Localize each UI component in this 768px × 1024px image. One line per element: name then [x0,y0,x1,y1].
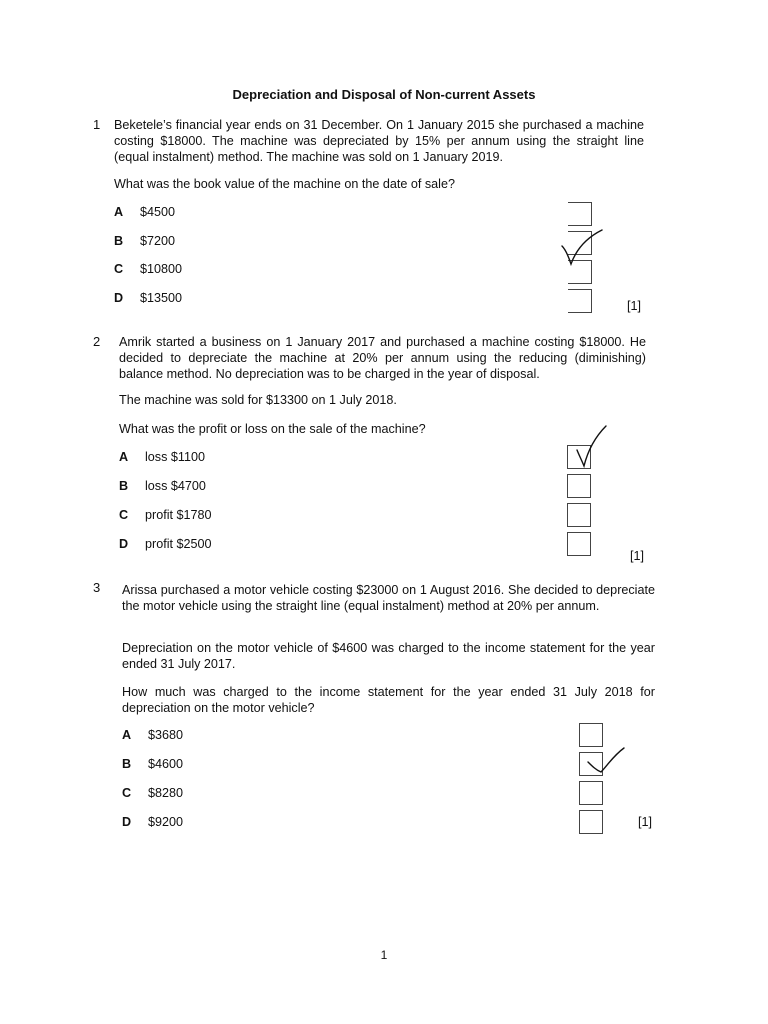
option-letter: B [122,757,132,771]
question-2-prompt: What was the profit or loss on the sale of the machine? [119,422,426,436]
option-letter: A [114,205,124,219]
option-value: $7200 [140,234,176,248]
question-3-answer-box-d[interactable] [579,810,603,834]
question-1-answer-box-d[interactable] [568,289,592,313]
option-letter: D [114,291,124,305]
question-1-number: 1 [93,117,101,132]
question-2-marks: [1] [630,549,645,563]
question-1-marks: [1] [627,299,642,313]
question-3-answer-box-c[interactable] [579,781,603,805]
page-title: Depreciation and Disposal of Non-current Assets [232,87,536,102]
option-letter: B [119,479,129,493]
question-2-stem: Amrik started a business on 1 January 2017 and purchased a machine costing $18000. He decided to depreciate the machine at 20% per annum using the reducing (diminishing) balance method. No depreciation was to be charged in the year of disposal. [119,335,646,381]
handwritten-check-icon [586,746,630,778]
question-1-answer-box-a[interactable] [568,202,592,226]
question-3-prompt: How much was charged to the income statement for the year ended 31 July 2018 for depreciation on the motor vehicle? [122,685,655,715]
question-1-prompt: What was the book value of the machine on the date of sale? [114,177,455,191]
question-3-marks: [1] [638,815,653,829]
question-2-number: 2 [93,334,101,349]
question-3-answer-box-a[interactable] [579,723,603,747]
question-3-charge: Depreciation on the motor vehicle of $4600 was charged to the income statement for the year ended 31 July 2017. [122,641,655,671]
option-value: $3680 [148,728,184,742]
option-value: profit $1780 [145,508,212,522]
question-2-answer-box-d[interactable] [567,532,591,556]
option-value: profit $2500 [145,537,212,551]
option-value: $9200 [148,815,184,829]
option-letter: D [122,815,132,829]
option-value: $4500 [140,205,176,219]
option-letter: D [119,537,129,551]
option-letter: A [122,728,132,742]
option-letter: A [119,450,129,464]
page-number: 1 [380,948,388,962]
option-value: $4600 [148,757,184,771]
question-3-number: 3 [93,580,101,595]
option-value: $8280 [148,786,184,800]
handwritten-check-icon [560,228,610,268]
question-2-answer-box-c[interactable] [567,503,591,527]
question-1-stem: Beketele’s financial year ends on 31 December. On 1 January 2015 she purchased a machine costing $18000. The machine was depreciated by 15% per annum using the straight line (equal instalment) method. The machine was sold on 1 January 2019. [114,118,644,164]
option-value: loss $4700 [145,479,206,493]
option-letter: B [114,234,124,248]
handwritten-check-icon [572,424,612,469]
option-value: loss $1100 [145,450,205,464]
option-value: $10800 [140,262,183,276]
option-letter: C [119,508,129,522]
question-3-stem: Arissa purchased a motor vehicle costing $23000 on 1 August 2016. She decided to depreciate the motor vehicle using the straight line (equal instalment) method at 20% per annum. [122,583,655,613]
question-2-sale: The machine was sold for $13300 on 1 July 2018. [119,393,397,407]
option-value: $13500 [140,291,183,305]
option-letter: C [122,786,132,800]
option-letter: C [114,262,124,276]
question-2-answer-box-b[interactable] [567,474,591,498]
